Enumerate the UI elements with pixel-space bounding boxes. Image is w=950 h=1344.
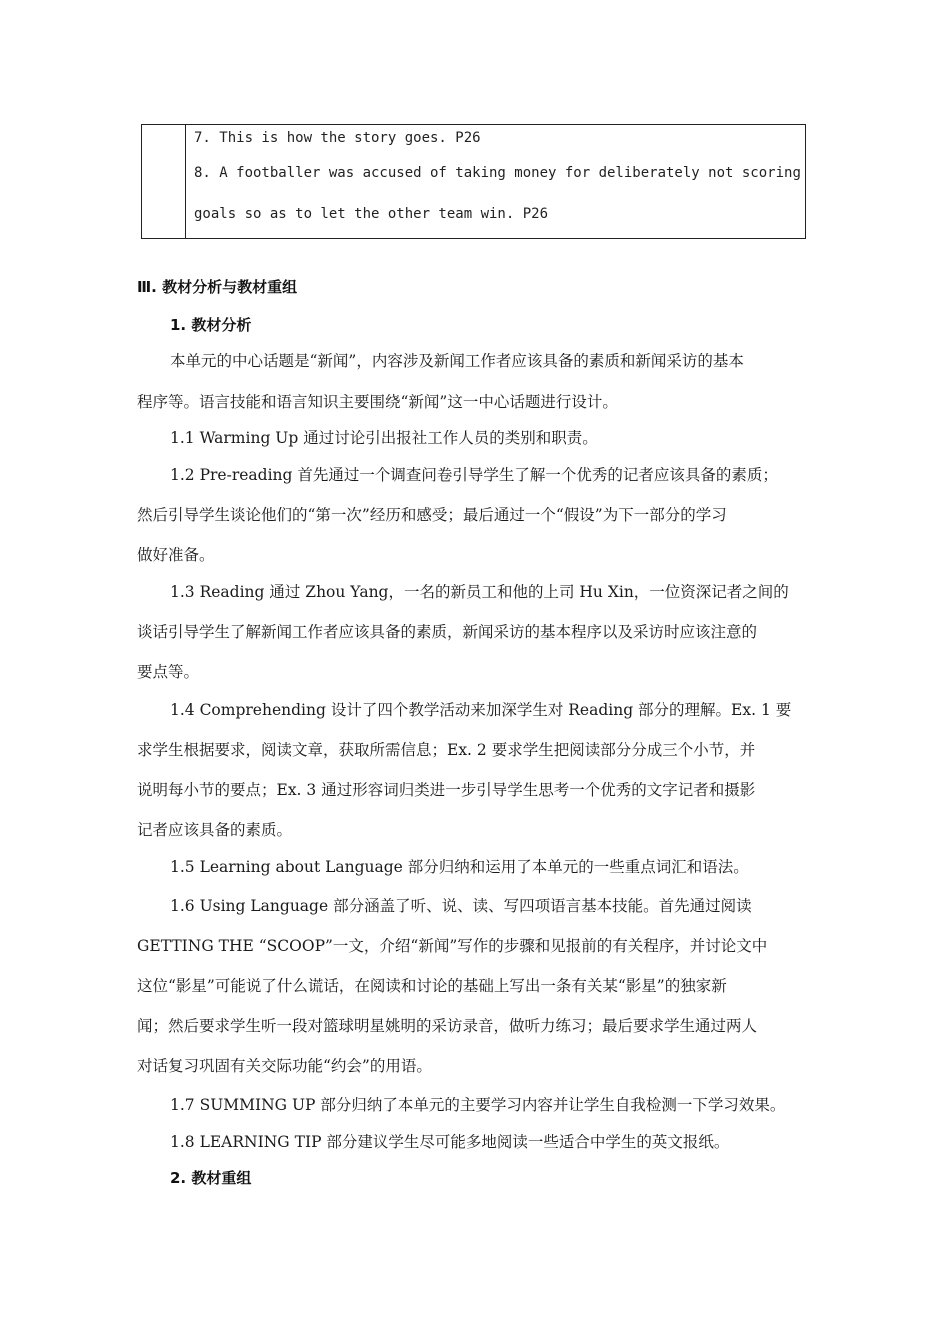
- item-1-3-line-1: 1.3 Reading 通过 Zhou Yang，一名的新员工和他的上司 Hu Xin，一位资深记者之间的: [170, 583, 789, 601]
- intro-line-1: 本单元的中心话题是“新闻”，内容涉及新闻工作者应该具备的素质和新闻采访的基本: [170, 352, 744, 370]
- item-1-7: 1.7 SUMMING UP 部分归纳了本单元的主要学习内容并让学生自我检测一下学习效果。: [170, 1096, 786, 1114]
- item-1-2-line-1: 1.2 Pre-reading 首先通过一个调查问卷引导学生了解一个优秀的记者应该具备的素质；: [170, 466, 778, 484]
- item-1-6-line-4: 闻；然后要求学生听一段对篮球明星姚明的采访录音，做听力练习；最后要求学生通过两人: [137, 1017, 758, 1035]
- item-1-8: 1.8 LEARNING TIP 部分建议学生尽可能多地阅读一些适合中学生的英文报纸。: [170, 1133, 730, 1151]
- item-1-3-line-3: 要点等。: [137, 663, 200, 681]
- table-left-column: [142, 125, 186, 238]
- item-1-5: 1.5 Learning about Language 部分归纳和运用了本单元的一些重点词汇和语法。: [170, 858, 749, 876]
- table-line-8-continued: goals so as to let the other team win. P26: [194, 206, 549, 222]
- item-1-6-line-5: 对话复习巩固有关交际功能“约会”的用语。: [137, 1057, 432, 1075]
- item-1-4-line-2: 求学生根据要求，阅读文章，获取所需信息；Ex. 2 要求学生把阅读部分分成三个小节，并: [137, 741, 756, 759]
- subheading-reorganization: 2. 教材重组: [170, 1169, 252, 1187]
- item-1-1: 1.1 Warming Up 通过讨论引出报社工作人员的类别和职责。: [170, 429, 598, 447]
- item-1-6-line-3: 这位“影星”可能说了什么谎话，在阅读和讨论的基础上写出一条有关某“影星”的独家新: [137, 977, 727, 995]
- item-1-2-line-3: 做好准备。: [137, 546, 215, 564]
- item-1-4-line-1: 1.4 Comprehending 设计了四个教学活动来加深学生对 Reading 部分的理解。Ex. 1 要: [170, 701, 792, 719]
- item-1-6-line-1: 1.6 Using Language 部分涵盖了听、说、读、写四项语言基本技能。首先通过阅读: [170, 897, 752, 915]
- item-1-4-line-4: 记者应该具备的素质。: [137, 821, 293, 839]
- item-1-2-line-2: 然后引导学生谈论他们的“第一次”经历和感受；最后通过一个“假设”为下一部分的学习: [137, 506, 727, 524]
- item-1-6-line-2: GETTING THE “SCOOP”一文，介绍“新闻”写作的步骤和见报前的有关程序，并讨论文中: [137, 937, 768, 955]
- item-1-4-line-3: 说明每小节的要点；Ex. 3 通过形容词归类进一步引导学生思考一个优秀的文字记者和摄影: [137, 781, 756, 799]
- intro-line-2: 程序等。语言技能和语言知识主要围绕“新闻”这一中心话题进行设计。: [137, 393, 618, 411]
- item-1-3-line-2: 谈话引导学生了解新闻工作者应该具备的素质，新闻采访的基本程序以及采访时应该注意的: [137, 623, 758, 641]
- table-line-7: 7. This is how the story goes. P26: [194, 130, 481, 146]
- subheading-analysis: 1. 教材分析: [170, 316, 252, 334]
- table-line-8: 8. A footballer was accused of taking money for deliberately not scoring: [194, 165, 801, 181]
- content-table: [141, 124, 806, 239]
- section-heading: Ⅲ. 教材分析与教材重组: [137, 278, 298, 296]
